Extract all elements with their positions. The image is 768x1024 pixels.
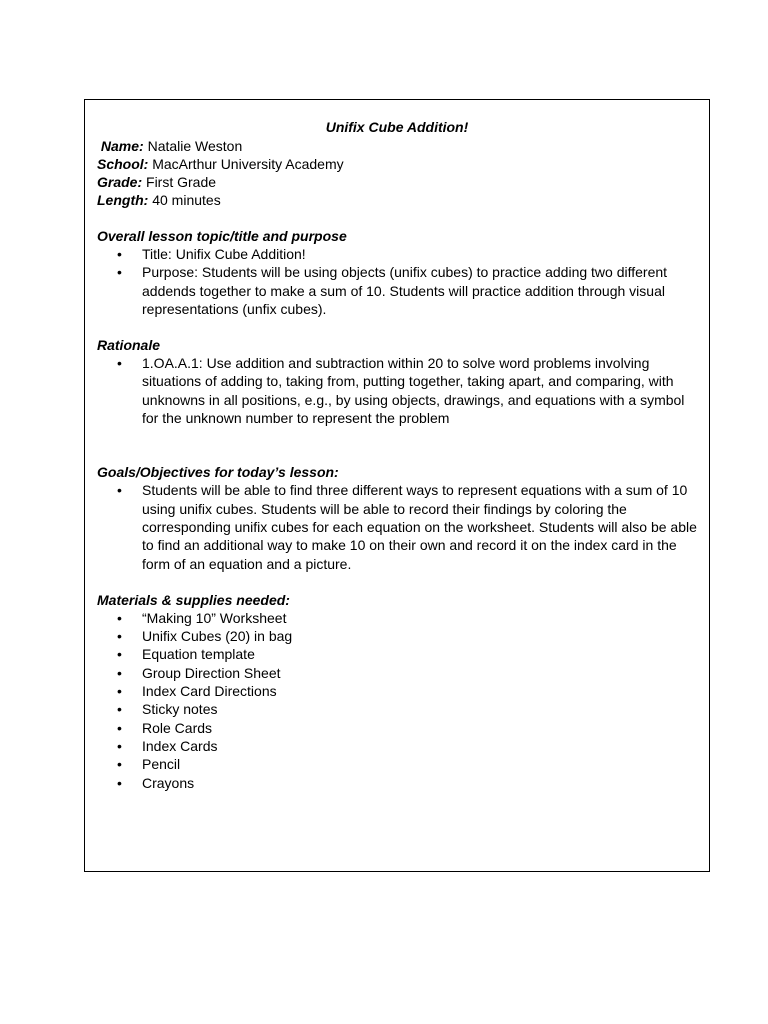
bullet-icon: • (117, 683, 122, 700)
list-item (97, 719, 697, 737)
lesson-plan-content (97, 118, 697, 792)
meta-label: School: (97, 156, 149, 172)
meta-length (97, 191, 697, 209)
meta-value: First Grade (146, 174, 217, 190)
bullet-icon: • (117, 646, 122, 663)
materials-list (97, 609, 697, 792)
list-item (97, 682, 697, 700)
list-item-text: Equation template (142, 646, 255, 663)
meta-value: MacArthur University Academy (152, 156, 344, 172)
meta-value: Natalie Weston (147, 138, 243, 154)
list-item-text: Pencil (142, 756, 181, 773)
meta-name (97, 137, 697, 155)
bullet-icon: • (117, 756, 122, 773)
bullet-icon: • (117, 355, 122, 372)
list-item (97, 700, 697, 718)
list-item-text: Crayons (142, 774, 195, 791)
bullet-icon: • (117, 774, 122, 791)
lesson-plan-box (84, 99, 710, 872)
list-item (97, 263, 697, 318)
list-item (97, 245, 697, 263)
list-item (97, 664, 697, 682)
list-item (97, 755, 697, 773)
list-item-text: “Making 10” Worksheet (142, 609, 287, 626)
bullet-icon: • (117, 701, 122, 718)
list-item (97, 774, 697, 792)
bullet-icon: • (117, 246, 122, 262)
list-item-text: Title: Unifix Cube Addition! (142, 246, 306, 262)
bullet-icon: • (117, 482, 122, 499)
list-item-text: Group Direction Sheet (142, 664, 281, 681)
list-item-text: Unifix Cubes (20) in bag (142, 628, 293, 645)
bullet-icon: • (117, 628, 122, 645)
bullet-icon: • (117, 737, 122, 754)
section-heading-goals: Goals/Objectives for today’s lesson: (97, 464, 339, 481)
list-item-text: Students will be able to find three different ways to represent equations with a sum of 10 using unifix cubes. Students will be able to record their findings by coloring the corresponding unifix cubes for each equation on the worksheet. Students will also be able to find an additional way to make 10 on their own and record it on the index card in the form of an equation and a picture. (142, 482, 697, 572)
section-heading-materials: Materials & supplies needed: (97, 591, 290, 608)
document-title: Unifix Cube Addition! (325, 119, 469, 135)
list-item (97, 481, 697, 572)
list-item-text: Index Cards (142, 737, 218, 754)
list-item (97, 609, 697, 627)
list-item-text: 1.OA.A.1: Use addition and subtraction within 20 to solve word problems involving situations of adding to, taking from, putting together, taking apart, and comparing, with unknowns in all positions, e.g., by using objects, drawings, and equations with a symbol for the unknown number to represent the problem (142, 355, 685, 427)
list-item-text: Purpose: Students will be using objects (unifix cubes) to practice adding two different addends together to make a sum of 10. Students will practice addition through visual representations (unfix cubes). (142, 264, 668, 317)
meta-value: 40 minutes (152, 192, 221, 208)
list-item (97, 645, 697, 663)
list-item-text: Index Card Directions (142, 683, 277, 700)
section-heading-overall: Overall lesson topic/title and purpose (97, 228, 347, 244)
goals-list (97, 481, 697, 572)
section-heading-rationale: Rationale (97, 337, 161, 354)
rationale-list (97, 354, 697, 427)
list-item (97, 627, 697, 645)
meta-grade (97, 173, 697, 191)
list-item-text: Sticky notes (142, 701, 218, 718)
list-item (97, 354, 697, 427)
list-item-text: Role Cards (142, 719, 213, 736)
list-item (97, 737, 697, 755)
bullet-icon: • (117, 719, 122, 736)
overall-list (97, 245, 697, 318)
meta-label: Name: (100, 138, 144, 154)
meta-school (97, 155, 697, 173)
meta-label: Length: (97, 192, 149, 208)
bullet-icon: • (117, 264, 122, 281)
meta-label: Grade: (97, 174, 143, 190)
bullet-icon: • (117, 664, 122, 681)
bullet-icon: • (117, 609, 122, 626)
